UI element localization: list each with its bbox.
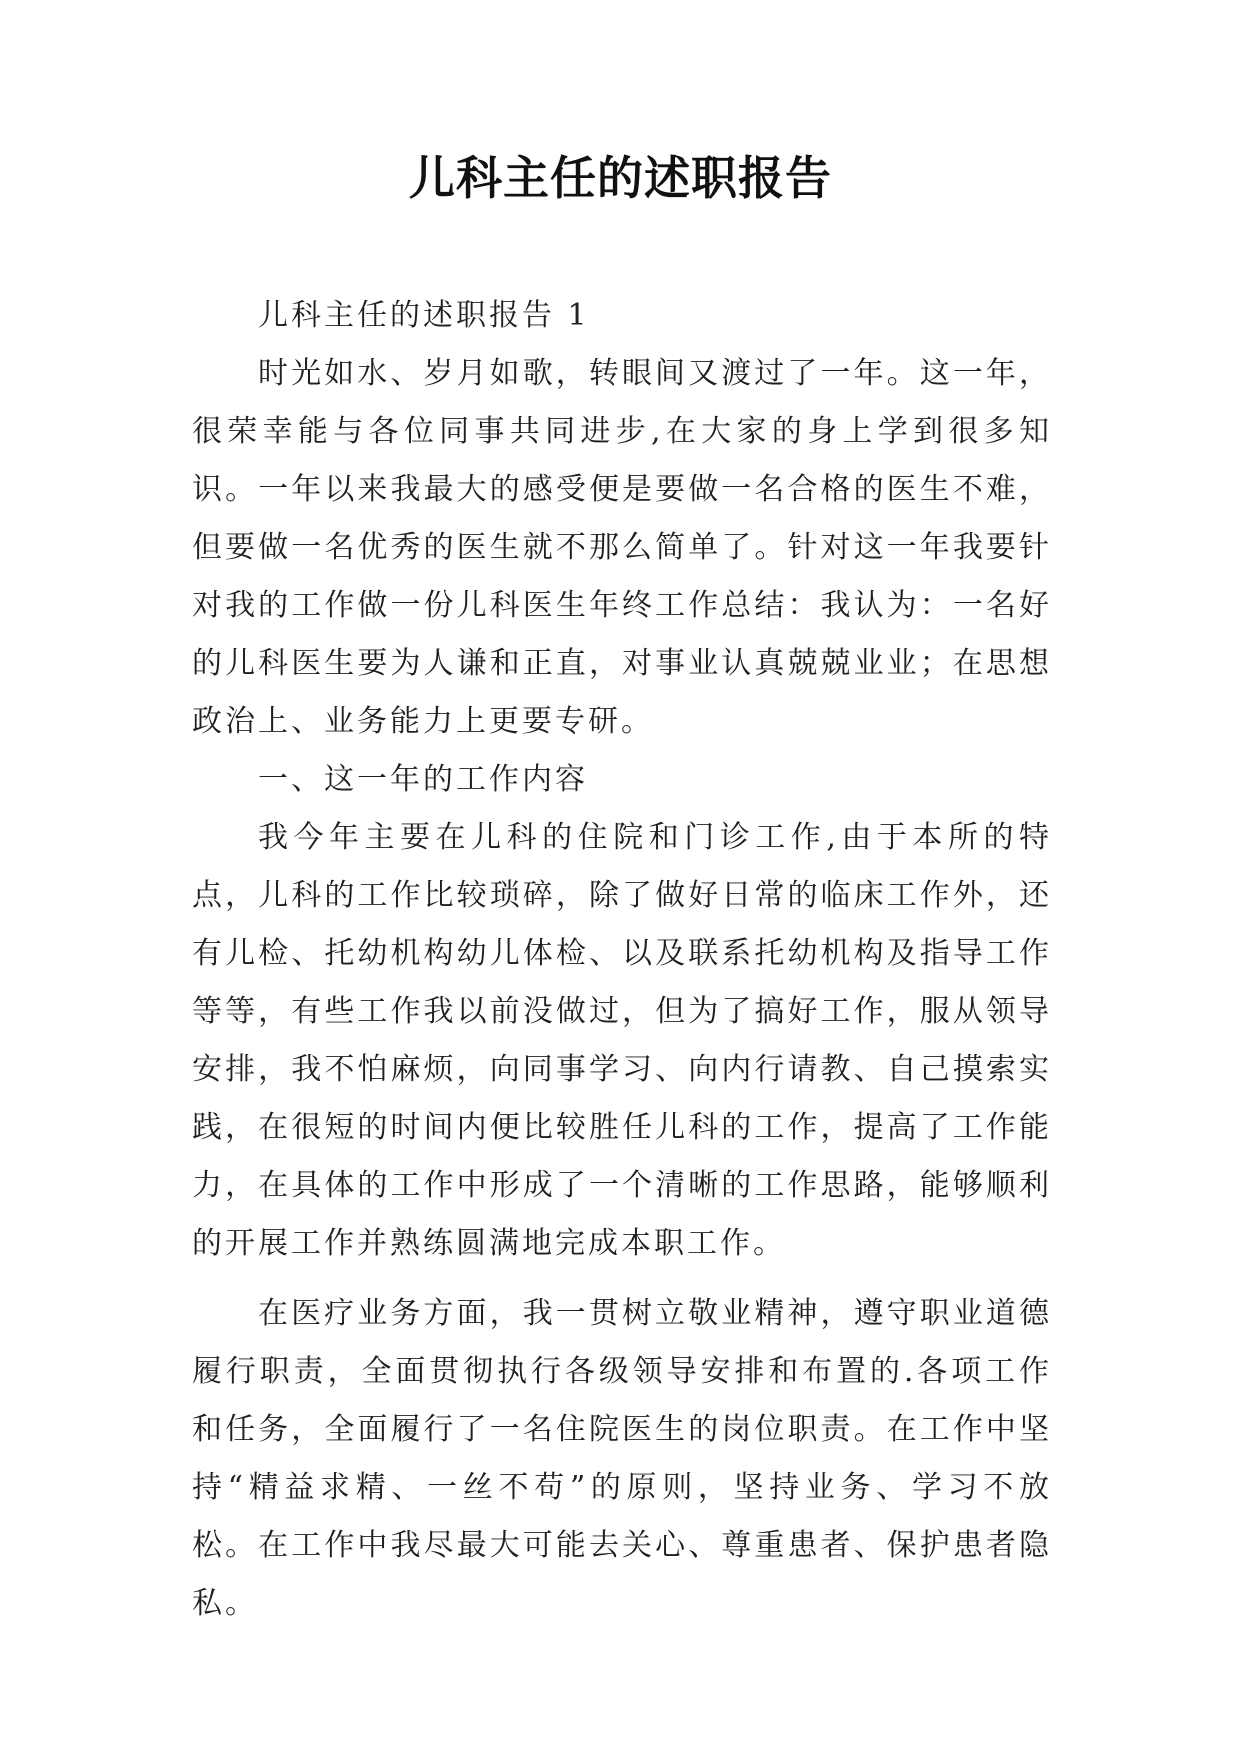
paragraph-intro: 时光如水、岁月如歌，转眼间又渡过了一年。这一年，很荣幸能与各位同事共同进步,在大家的身上学到很多知识。一年以来我最大的感受便是要做一名合格的医生不难，但要做一名优秀的医生就不那么简单了。针对这一年我要针对我的工作做一份儿科医生年终工作总结：我认为：一名好的儿科医生要为人谦和正直，对事业认真兢兢业业；在思想政治上、业务能力上更要专研。	[192, 356, 1052, 739]
paragraph-work-content: 我今年主要在儿科的住院和门诊工作,由于本所的特点，儿科的工作比较琐碎，除了做好日常的临床工作外，还有儿检、托幼机构幼儿体检、以及联系托幼机构及指导工作等等，有些工作我以前没做过，但为了搞好工作，服从领导安排，我不怕麻烦，向同事学习、向内行请教、自己摸索实践，在很短的时间内便比较胜任儿科的工作，提高了工作能力，在具体的工作中形成了一个清晰的工作思路，能够顺利的开展工作并熟练圆满地完成本职工作。	[192, 820, 1052, 1261]
section-heading-work-content: 一、这一年的工作内容	[258, 762, 588, 797]
report-subtitle: 儿科主任的述职报告 1	[258, 298, 590, 333]
paragraph-medical-service: 在医疗业务方面，我一贯树立敬业精神，遵守职业道德履行职责，全面贯彻执行各级领导安排和布置的.各项工作和任务，全面履行了一名住院医生的岗位职责。在工作中坚持“精益求精、一丝不苟”的原则，坚持业务、学习不放松。在工作中我尽最大可能去关心、尊重患者、保护患者隐私。	[192, 1296, 1052, 1621]
document-title: 儿科主任的述职报告	[409, 151, 832, 205]
document-body	[192, 287, 1052, 1633]
